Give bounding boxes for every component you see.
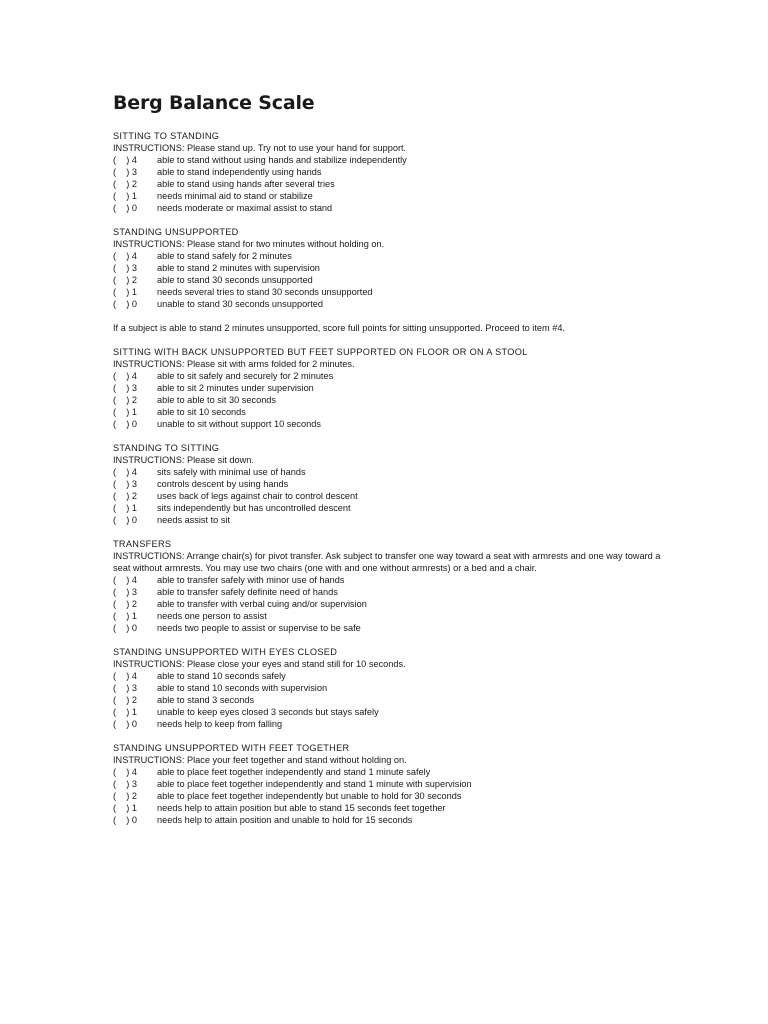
score-option[interactable] xyxy=(113,706,673,718)
scale-section xyxy=(113,742,673,826)
score-checkbox[interactable]: ( ) 0 xyxy=(113,623,137,633)
score-description: able to stand using hands after several tries xyxy=(157,179,335,189)
score-option[interactable] xyxy=(113,790,673,802)
score-option[interactable] xyxy=(113,610,673,622)
document-page xyxy=(113,92,673,838)
score-checkbox[interactable]: ( ) 1 xyxy=(113,707,137,717)
score-option[interactable] xyxy=(113,466,673,478)
sections-group-a xyxy=(113,130,673,310)
score-description: needs help to keep from falling xyxy=(157,719,283,729)
score-checkbox[interactable]: ( ) 3 xyxy=(113,167,137,177)
score-checkbox[interactable]: ( ) 3 xyxy=(113,383,137,393)
score-checkbox[interactable]: ( ) 0 xyxy=(113,203,137,213)
score-checkbox[interactable]: ( ) 2 xyxy=(113,599,137,609)
score-description: able to sit 2 minutes under supervision xyxy=(157,383,314,393)
section-heading: SITTING WITH BACK UNSUPPORTED BUT FEET SUPPORTED ON FLOOR OR ON A STOOL xyxy=(113,347,528,357)
score-checkbox[interactable]: ( ) 1 xyxy=(113,803,137,813)
section-instructions: INSTRUCTIONS: Please stand for two minutes without holding on. xyxy=(113,239,385,249)
score-checkbox[interactable]: ( ) 1 xyxy=(113,191,137,201)
score-option[interactable] xyxy=(113,586,673,598)
section-instructions: INSTRUCTIONS: Arrange chair(s) for pivot transfer. Ask subject to transfer one way toward a seat with armrests and one way toward a seat without armrests. You may use two chairs (one with and one without armrests) or a bed and a chair. xyxy=(113,551,663,573)
score-description: needs two people to assist or supervise to be safe xyxy=(157,623,361,633)
section-instructions: INSTRUCTIONS: Please sit down. xyxy=(113,455,254,465)
document-title: Berg Balance Scale xyxy=(113,92,315,114)
score-description: needs several tries to stand 30 seconds unsupported xyxy=(157,287,373,297)
score-checkbox[interactable]: ( ) 3 xyxy=(113,779,137,789)
score-description: needs one person to assist xyxy=(157,611,267,621)
score-checkbox[interactable]: ( ) 2 xyxy=(113,395,137,405)
score-option[interactable] xyxy=(113,718,673,730)
section-instructions: INSTRUCTIONS: Please close your eyes and stand still for 10 seconds. xyxy=(113,659,406,669)
score-checkbox[interactable]: ( ) 2 xyxy=(113,491,137,501)
section-heading: SITTING TO STANDING xyxy=(113,131,220,141)
score-checkbox[interactable]: ( ) 2 xyxy=(113,179,137,189)
score-checkbox[interactable]: ( ) 0 xyxy=(113,815,137,825)
score-option[interactable] xyxy=(113,598,673,610)
score-checkbox[interactable]: ( ) 4 xyxy=(113,371,137,381)
score-description: needs assist to sit xyxy=(157,515,231,525)
score-description: able to stand without using hands and stabilize independently xyxy=(157,155,407,165)
score-description: needs minimal aid to stand or stabilize xyxy=(157,191,313,201)
score-description: able to stand 30 seconds unsupported xyxy=(157,275,313,285)
section-heading: TRANSFERS xyxy=(113,539,172,549)
score-checkbox[interactable]: ( ) 1 xyxy=(113,611,137,621)
score-checkbox[interactable]: ( ) 4 xyxy=(113,767,137,777)
score-description: able to stand 10 seconds safely xyxy=(157,671,286,681)
score-option[interactable] xyxy=(113,370,673,382)
scale-section xyxy=(113,226,673,310)
score-option[interactable] xyxy=(113,670,673,682)
score-description: able to transfer with verbal cuing and/or supervision xyxy=(157,599,367,609)
score-checkbox[interactable]: ( ) 1 xyxy=(113,503,137,513)
score-option[interactable] xyxy=(113,514,673,526)
score-description: able to stand 2 minutes with supervision xyxy=(157,263,320,273)
proceed-note: If a subject is able to stand 2 minutes unsupported, score full points for sitting unsupported. Proceed to item #4. xyxy=(113,323,565,333)
score-option[interactable] xyxy=(113,502,673,514)
score-description: able to stand safely for 2 minutes xyxy=(157,251,292,261)
score-checkbox[interactable]: ( ) 0 xyxy=(113,515,137,525)
sections-group-b xyxy=(113,346,673,826)
score-checkbox[interactable]: ( ) 2 xyxy=(113,695,137,705)
score-checkbox[interactable]: ( ) 4 xyxy=(113,467,137,477)
score-description: able to stand 10 seconds with supervision xyxy=(157,683,328,693)
score-checkbox[interactable]: ( ) 1 xyxy=(113,407,137,417)
score-description: controls descent by using hands xyxy=(157,479,289,489)
section-heading: STANDING TO SITTING xyxy=(113,443,220,453)
score-description: able to transfer safely definite need of hands xyxy=(157,587,338,597)
score-description: unable to stand 30 seconds unsupported xyxy=(157,299,324,309)
score-checkbox[interactable]: ( ) 4 xyxy=(113,671,137,681)
score-option[interactable] xyxy=(113,802,673,814)
score-option[interactable] xyxy=(113,202,673,214)
scale-section xyxy=(113,130,673,214)
score-option[interactable] xyxy=(113,274,673,286)
score-description: able to able to sit 30 seconds xyxy=(157,395,277,405)
score-description: able to stand independently using hands xyxy=(157,167,322,177)
score-description: able to transfer safely with minor use of hands xyxy=(157,575,345,585)
scale-section xyxy=(113,346,673,430)
score-option[interactable] xyxy=(113,778,673,790)
score-option[interactable] xyxy=(113,154,673,166)
scale-section xyxy=(113,442,673,526)
score-description: able to place feet together independently and stand 1 minute safely xyxy=(157,767,431,777)
score-option[interactable] xyxy=(113,478,673,490)
score-option[interactable] xyxy=(113,178,673,190)
score-checkbox[interactable]: ( ) 3 xyxy=(113,683,137,693)
score-option[interactable] xyxy=(113,574,673,586)
score-option[interactable] xyxy=(113,166,673,178)
score-option[interactable] xyxy=(113,298,673,310)
score-option[interactable] xyxy=(113,250,673,262)
score-description: uses back of legs against chair to control descent xyxy=(157,491,358,501)
score-description: sits safely with minimal use of hands xyxy=(157,467,306,477)
score-option[interactable] xyxy=(113,382,673,394)
scale-section xyxy=(113,646,673,730)
score-description: able to sit 10 seconds xyxy=(157,407,246,417)
score-checkbox[interactable]: ( ) 4 xyxy=(113,251,137,261)
score-option[interactable] xyxy=(113,286,673,298)
score-checkbox[interactable]: ( ) 1 xyxy=(113,287,137,297)
score-description: unable to keep eyes closed 3 seconds but stays safely xyxy=(157,707,379,717)
score-option[interactable] xyxy=(113,418,673,430)
score-option[interactable] xyxy=(113,682,673,694)
section-instructions: INSTRUCTIONS: Please sit with arms folded for 2 minutes. xyxy=(113,359,355,369)
score-option[interactable] xyxy=(113,814,673,826)
section-heading: STANDING UNSUPPORTED WITH FEET TOGETHER xyxy=(113,743,350,753)
score-checkbox[interactable]: ( ) 0 xyxy=(113,719,137,729)
section-heading: STANDING UNSUPPORTED WITH EYES CLOSED xyxy=(113,647,338,657)
section-instructions: INSTRUCTIONS: Place your feet together and stand without holding on. xyxy=(113,755,407,765)
section-heading: STANDING UNSUPPORTED xyxy=(113,227,239,237)
score-description: unable to sit without support 10 seconds xyxy=(157,419,321,429)
score-checkbox[interactable]: ( ) 0 xyxy=(113,419,137,429)
scale-section xyxy=(113,538,673,634)
score-checkbox[interactable]: ( ) 4 xyxy=(113,575,137,585)
score-description: able to place feet together independently and stand 1 minute with supervision xyxy=(157,779,472,789)
score-option[interactable] xyxy=(113,622,673,634)
score-checkbox[interactable]: ( ) 3 xyxy=(113,479,137,489)
score-option[interactable] xyxy=(113,694,673,706)
score-option[interactable] xyxy=(113,394,673,406)
score-description: needs moderate or maximal assist to stand xyxy=(157,203,333,213)
section-instructions: INSTRUCTIONS: Please stand up. Try not to use your hand for support. xyxy=(113,143,407,153)
score-description: needs help to attain position and unable to hold for 15 seconds xyxy=(157,815,413,825)
score-option[interactable] xyxy=(113,262,673,274)
score-description: needs help to attain position but able to stand 15 seconds feet together xyxy=(157,803,446,813)
score-option[interactable] xyxy=(113,406,673,418)
score-option[interactable] xyxy=(113,766,673,778)
score-checkbox[interactable]: ( ) 4 xyxy=(113,155,137,165)
score-description: sits independently but has uncontrolled descent xyxy=(157,503,351,513)
score-description: able to sit safely and securely for 2 minutes xyxy=(157,371,334,381)
score-checkbox[interactable]: ( ) 2 xyxy=(113,275,137,285)
score-checkbox[interactable]: ( ) 0 xyxy=(113,299,137,309)
score-description: able to stand 3 seconds xyxy=(157,695,255,705)
score-option[interactable] xyxy=(113,490,673,502)
score-checkbox[interactable]: ( ) 3 xyxy=(113,587,137,597)
score-checkbox[interactable]: ( ) 3 xyxy=(113,263,137,273)
score-description: able to place feet together independently but unable to hold for 30 seconds xyxy=(157,791,462,801)
score-option[interactable] xyxy=(113,190,673,202)
score-checkbox[interactable]: ( ) 2 xyxy=(113,791,137,801)
